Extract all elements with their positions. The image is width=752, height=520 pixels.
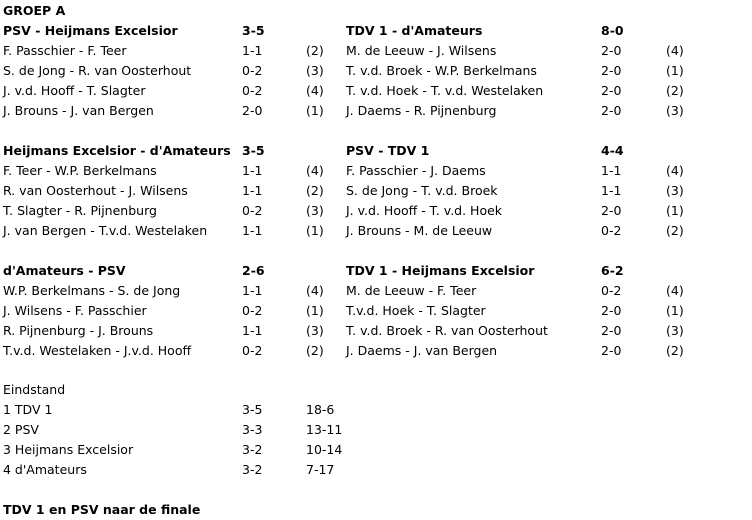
game-players: W.P. Berkelmans - S. de Jong bbox=[3, 283, 181, 298]
game-result: 1-1 bbox=[242, 283, 263, 298]
game-players: M. de Leeuw - F. Teer bbox=[346, 283, 477, 298]
match-title: PSV - Heijmans Excelsior bbox=[3, 23, 178, 38]
game-board: (4) bbox=[306, 283, 324, 298]
game-board: (1) bbox=[306, 103, 324, 118]
standings-record: 3-3 bbox=[242, 422, 263, 437]
standings-points: 7-17 bbox=[306, 462, 335, 477]
game-result: 0-2 bbox=[242, 83, 263, 98]
game-result: 2-0 bbox=[601, 103, 622, 118]
game-result: 0-2 bbox=[242, 203, 263, 218]
standings-record: 3-2 bbox=[242, 462, 263, 477]
standings-team: 1 TDV 1 bbox=[3, 402, 53, 417]
game-result: 1-1 bbox=[242, 43, 263, 58]
standings-team: 2 PSV bbox=[3, 422, 39, 437]
game-result: 1-1 bbox=[242, 183, 263, 198]
game-result: 2-0 bbox=[601, 83, 622, 98]
game-result: 1-1 bbox=[242, 163, 263, 178]
match-score: 6-2 bbox=[601, 263, 624, 278]
game-result: 0-2 bbox=[242, 303, 263, 318]
game-board: (3) bbox=[306, 203, 324, 218]
game-players: M. de Leeuw - J. Wilsens bbox=[346, 43, 497, 58]
match-title: TDV 1 - Heijmans Excelsior bbox=[346, 263, 535, 278]
standings-team: 4 d'Amateurs bbox=[3, 462, 87, 477]
game-players: J. van Bergen - T.v.d. Westelaken bbox=[3, 223, 208, 238]
game-board: (1) bbox=[666, 303, 684, 318]
game-board: (2) bbox=[666, 83, 684, 98]
standings-record: 3-5 bbox=[242, 402, 263, 417]
standings-points: 13-11 bbox=[306, 422, 343, 437]
game-players: F. Passchier - F. Teer bbox=[3, 43, 127, 58]
game-board: (3) bbox=[666, 103, 684, 118]
game-board: (2) bbox=[306, 343, 324, 358]
game-result: 0-2 bbox=[242, 63, 263, 78]
game-board: (1) bbox=[306, 223, 324, 238]
game-result: 2-0 bbox=[601, 343, 622, 358]
game-players: J. v.d. Hooff - T. v.d. Hoek bbox=[346, 203, 503, 218]
game-players: R. Pijnenburg - J. Brouns bbox=[3, 323, 154, 338]
match-score: 4-4 bbox=[601, 143, 624, 158]
standings-points: 10-14 bbox=[306, 442, 343, 457]
game-players: S. de Jong - T. v.d. Broek bbox=[346, 183, 498, 198]
game-players: J. Brouns - M. de Leeuw bbox=[346, 223, 493, 238]
game-result: 1-1 bbox=[601, 163, 622, 178]
game-players: J. Daems - R. Pijnenburg bbox=[346, 103, 497, 118]
game-result: 2-0 bbox=[601, 303, 622, 318]
game-players: J. v.d. Hooff - T. Slagter bbox=[3, 83, 146, 98]
game-board: (2) bbox=[666, 343, 684, 358]
match-title: Heijmans Excelsior - d'Amateurs bbox=[3, 143, 231, 158]
game-players: T.v.d. Hoek - T. Slagter bbox=[346, 303, 486, 318]
standings-title: Eindstand bbox=[3, 382, 66, 397]
game-result: 2-0 bbox=[601, 63, 622, 78]
match-score: 8-0 bbox=[601, 23, 624, 38]
game-board: (4) bbox=[306, 83, 324, 98]
game-result: 1-1 bbox=[601, 183, 622, 198]
game-result: 2-0 bbox=[601, 43, 622, 58]
game-result: 2-0 bbox=[242, 103, 263, 118]
game-board: (1) bbox=[306, 303, 324, 318]
game-players: S. de Jong - R. van Oosterhout bbox=[3, 63, 192, 78]
game-board: (2) bbox=[306, 183, 324, 198]
match-score: 2-6 bbox=[242, 263, 265, 278]
game-result: 0-2 bbox=[601, 223, 622, 238]
standings-team: 3 Heijmans Excelsior bbox=[3, 442, 134, 457]
game-result: 2-0 bbox=[601, 203, 622, 218]
standings-points: 18-6 bbox=[306, 402, 335, 417]
game-board: (3) bbox=[666, 323, 684, 338]
game-result: 0-2 bbox=[242, 343, 263, 358]
game-players: F. Passchier - J. Daems bbox=[346, 163, 486, 178]
game-board: (3) bbox=[666, 183, 684, 198]
game-board: (4) bbox=[666, 283, 684, 298]
match-title: TDV 1 - d'Amateurs bbox=[346, 23, 483, 38]
game-players: T. v.d. Broek - R. van Oosterhout bbox=[346, 323, 548, 338]
game-board: (3) bbox=[306, 63, 324, 78]
game-result: 0-2 bbox=[601, 283, 622, 298]
game-players: T.v.d. Westelaken - J.v.d. Hooff bbox=[3, 343, 192, 358]
game-board: (4) bbox=[306, 163, 324, 178]
game-board: (2) bbox=[306, 43, 324, 58]
game-players: J. Daems - J. van Bergen bbox=[346, 343, 498, 358]
match-title: PSV - TDV 1 bbox=[346, 143, 430, 158]
game-players: J. Wilsens - F. Passchier bbox=[3, 303, 147, 318]
game-board: (1) bbox=[666, 203, 684, 218]
match-title: d'Amateurs - PSV bbox=[3, 263, 126, 278]
footer-note: TDV 1 en PSV naar de finale bbox=[3, 502, 201, 517]
game-result: 1-1 bbox=[242, 323, 263, 338]
game-players: F. Teer - W.P. Berkelmans bbox=[3, 163, 157, 178]
game-board: (1) bbox=[666, 63, 684, 78]
game-players: T. v.d. Broek - W.P. Berkelmans bbox=[346, 63, 537, 78]
group-title: GROEP A bbox=[3, 3, 66, 18]
match-score: 3-5 bbox=[242, 143, 265, 158]
game-players: J. Brouns - J. van Bergen bbox=[3, 103, 154, 118]
game-board: (4) bbox=[666, 163, 684, 178]
game-board: (2) bbox=[666, 223, 684, 238]
game-players: R. van Oosterhout - J. Wilsens bbox=[3, 183, 188, 198]
game-result: 1-1 bbox=[242, 223, 263, 238]
standings-record: 3-2 bbox=[242, 442, 263, 457]
match-score: 3-5 bbox=[242, 23, 265, 38]
game-result: 2-0 bbox=[601, 323, 622, 338]
game-board: (4) bbox=[666, 43, 684, 58]
game-board: (3) bbox=[306, 323, 324, 338]
game-players: T. Slagter - R. Pijnenburg bbox=[3, 203, 157, 218]
game-players: T. v.d. Hoek - T. v.d. Westelaken bbox=[346, 83, 544, 98]
